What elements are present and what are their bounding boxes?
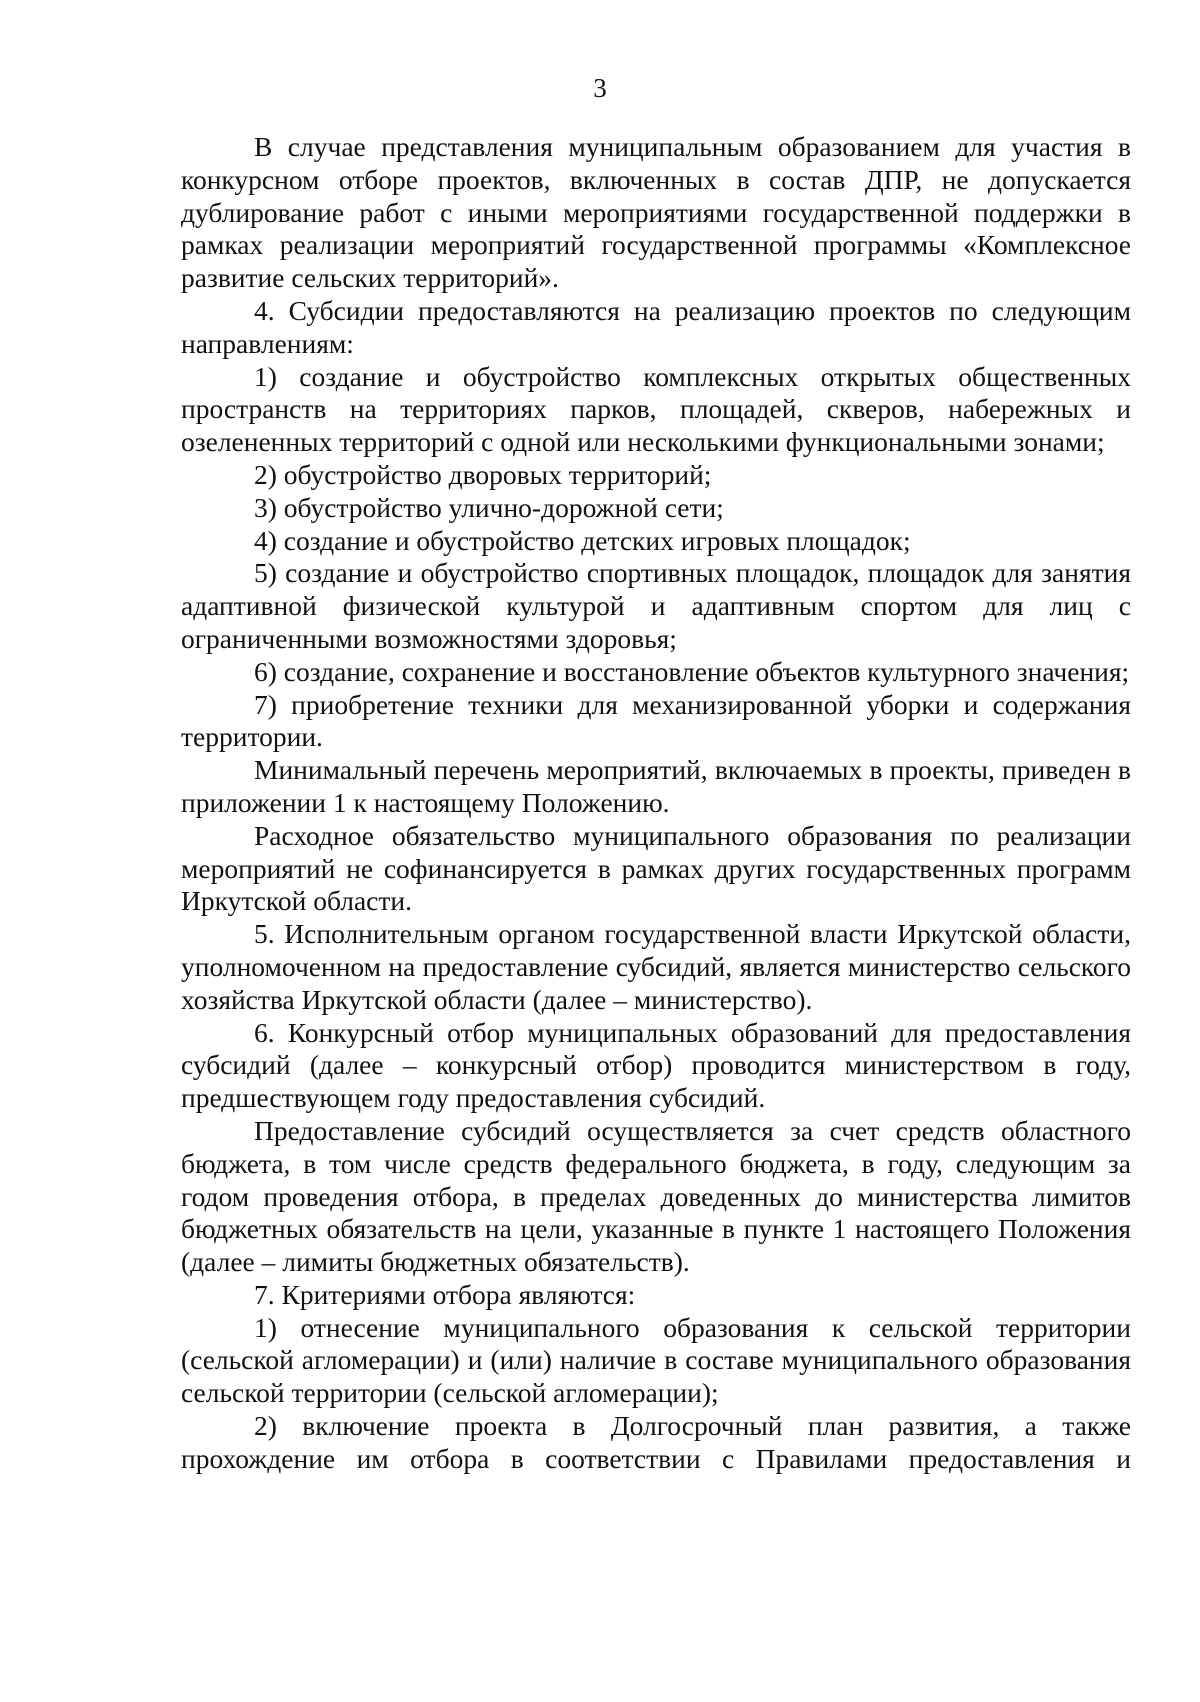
list-item-1-public-spaces: 1) создание и обустройство комплексных открытых общественных пространств на территориях парков, площадей, скверов, набережных и озелененных территорий с одной или несколькими функциональными зонами; [181,360,1131,458]
list-item-5-sports-grounds: 5) создание и обустройство спортивных площадок, площадок для занятия адаптивной физической культурой и адаптивным спортом для лиц с ограниченными возможностями здоровья; [181,557,1131,654]
list-item-2-courtyards: 2) обустройство дворовых территорий; [254,458,712,490]
paragraph-minimal-list: Минимальный перечень мероприятий, включаемых в проекты, приведен в приложении 1 к настоящему Положению. [181,754,1131,818]
page-number: 3 [593,73,607,103]
criteria-item-1-rural-territory: 1) отнесение муниципального образования к сельской территории (сельской агломерации) и (или) наличие в составе муниципального образования сельской территории (сельской агломерации); [181,1311,1131,1409]
paragraph-4-subsidy-directions: 4. Субсидии предоставляются на реализацию проектов по следующим направлениям: [181,294,1131,359]
list-item-3-road-network: 3) обустройство улично-дорожной сети; [254,491,724,523]
list-item-7-cleaning-equipment: 7) приобретение техники для механизированной уборки и содержания территории. [181,688,1131,753]
document-body [181,131,1131,1476]
list-item-6-cultural-objects: 6) создание, сохранение и восстановление объектов культурного значения; [254,655,1130,687]
list-item-4-playgrounds: 4) создание и обустройство детских игровых площадок; [254,524,911,556]
paragraph-7-selection-criteria: 7. Критериями отбора являются: [254,1278,636,1310]
paragraph-dpr-duplication: В случае представления муниципальным образованием для участия в конкурсном отборе проектов, включенных в состав ДПР, не допускается дублирование работ с иными мероприятиями государственной поддержки в рамках реализации мероприятий государственной программы «Комплексное развитие сельских территорий». [181,131,1131,294]
paragraph-6-competitive-selection: 6. Конкурсный отбор муниципальных образований для предоставления субсидий (далее – конкурсный отбор) проводится министерством в году, предшествующем году предоставления субсидий. [181,1016,1131,1114]
criteria-item-2-long-term-plan: 2) включение проекта в Долгосрочный план развития, а также прохождение им отбора в соответствии с Правилами предоставления и [181,1410,1131,1474]
paragraph-subsidy-funding: Предоставление субсидий осуществляется за счет средств областного бюджета, в том числе средств федерального бюджета, в году, следующим за годом проведения отбора, в пределах доведенных до министерства лимитов бюджетных обязательств на цели, указанные в пункте 1 настоящего Положения (далее – лимиты бюджетных обязательств). [181,1114,1131,1278]
paragraph-expense-obligation: Расходное обязательство муниципального образования по реализации мероприятий не софинансируется в рамках других государственных программ Иркутской области. [181,819,1131,917]
paragraph-5-executive-body: 5. Исполнительным органом государственной власти Иркутской области, уполномоченном на предоставление субсидий, является министерство сельского хозяйства Иркутской области (далее – министерство). [181,918,1131,1015]
